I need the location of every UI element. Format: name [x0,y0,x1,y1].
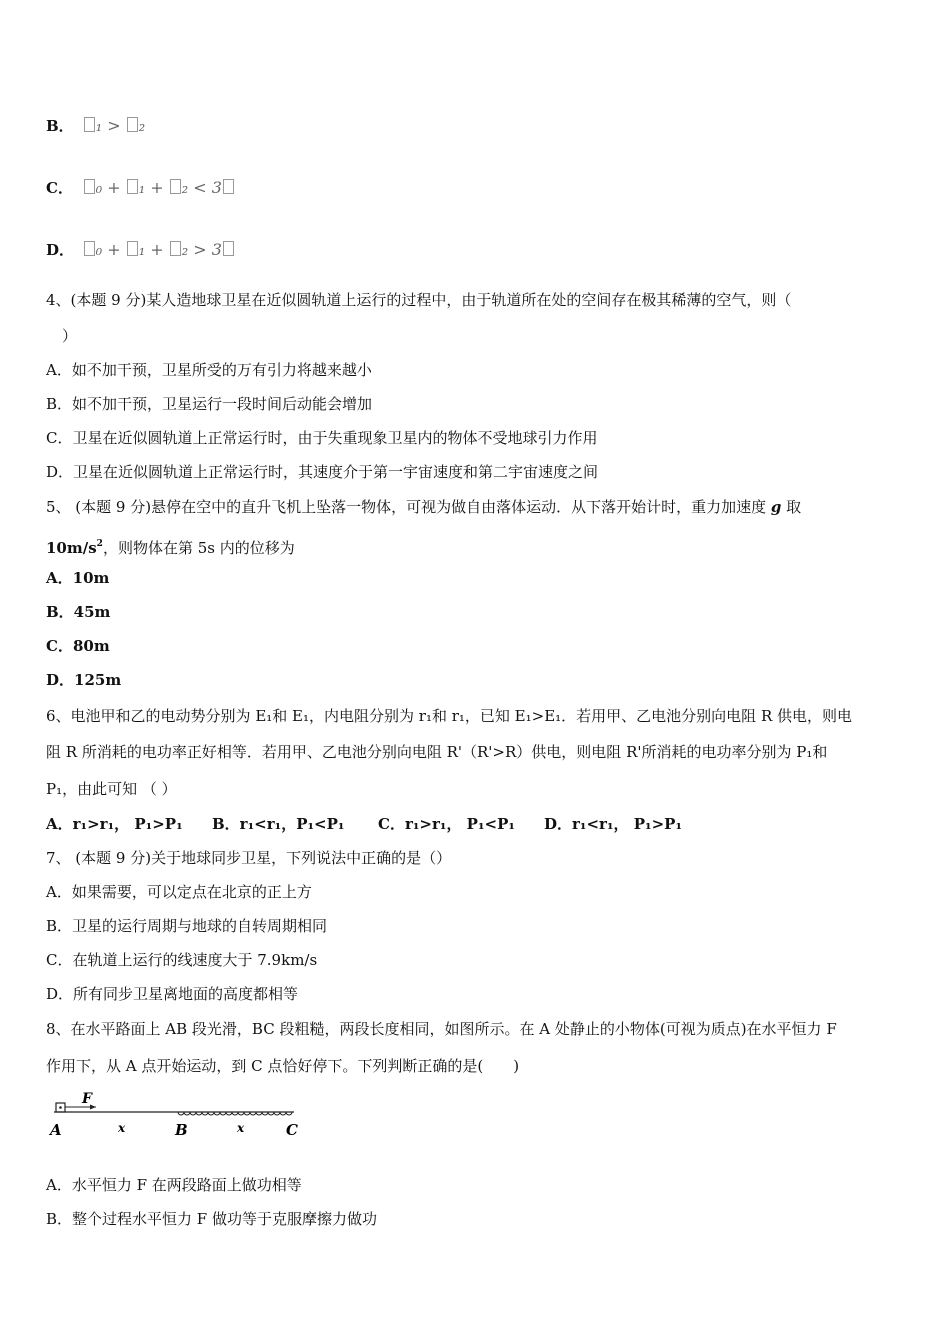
q5-stem-line2-text: ，则物体在第 5s 内的位移为 [102,539,295,557]
formula-part: ₀ + [95,240,126,259]
q6-stem-line2: 阻 R 所消耗的电功率正好相等．若用甲、乙电池分别向电阻 R'（R'>R）供电，则电阻 R'所消耗的电功率分别为 P₁和 [46,743,828,761]
formula [83,116,145,135]
option-label: C． [46,179,73,197]
segment-ab-label: x [118,1121,126,1135]
q7-stem: 7、 (本题 9 分)关于地球同步卫星，下列说法中正确的是（） [46,849,452,867]
prev-option-d [46,240,235,260]
q8-stem-line1: 8、在水平路面上 AB 段光滑，BC 段粗糙，两段长度相同，如图所示。在 A 处静止的小物体(可视为质点)在水平恒力 F [46,1020,837,1038]
q8-option-b: B．整个过程水平恒力 F 做功等于克服摩擦力做功 [46,1210,377,1228]
q6-option-c: C．r₁>r₁， P₁<P₁ [378,815,515,833]
q5-option-a: A．10m [46,569,110,587]
formula [83,178,235,197]
q4-option-a: A．如不加干预，卫星所受的万有引力将越来越小 [46,361,372,379]
point-a-label: A [50,1121,62,1139]
option-label: B． [46,117,74,135]
option-label: D． [46,241,75,259]
q5-stem [46,497,801,517]
q6-option-d: D．r₁<r₁， P₁>P₁ [544,815,683,833]
q4-stem-end: ） [62,327,78,345]
q5-g-symbol: g [770,498,782,516]
formula-part: ₁ > [95,116,126,135]
q6-options [46,814,682,834]
q8-stem-line2: 作用下，从 A 点开始运动，到 C 点恰好停下。下列判断正确的是( ) [46,1057,520,1075]
formula-part: ₀ + [95,178,126,197]
point-b-label: B [175,1121,188,1139]
prev-option-b [46,116,145,136]
q7-option-b: B．卫星的运行周期与地球的自转周期相同 [46,917,328,935]
q6-option-a: A．r₁>r₁， P₁>P₁ [46,815,183,833]
q5-stem-line2 [46,534,295,558]
formula-part: ₂ < 3 [181,178,222,197]
q4-option-b: B．如不加干预，卫星运行一段时间后动能会增加 [46,395,373,413]
q4-stem: 4、(本题 9 分)某人造地球卫星在近似圆轨道上运行的过程中，由于轨道所在处的空间存在极其稀薄的空气，则（ [46,291,792,309]
q4-option-c: C．卫星在近似圆轨道上正常运行时，由于失重现象卫星内的物体不受地球引力作用 [46,429,598,447]
q5-option-c: C．80m [46,637,110,655]
q5-option-b: B．45m [46,603,111,621]
block-dot [59,1106,62,1109]
q8-option-a: A．水平恒力 F 在两段路面上做功相等 [46,1176,302,1194]
q5-unit: 10m/s [46,539,97,557]
formula-part: ₂ [138,116,146,135]
q6-stem-line3: P₁，由此可知 （ ） [46,780,177,798]
formula-part: ₁ + [138,240,169,259]
q6-option-b: B．r₁<r₁，P₁<P₁ [212,815,345,833]
prev-option-c [46,178,235,198]
q5-unit-sup: 2 [96,539,103,549]
formula [83,240,235,259]
q7-option-d: D．所有同步卫星离地面的高度都相等 [46,985,299,1003]
q4-option-d: D．卫星在近似圆轨道上正常运行时，其速度介于第一宇宙速度和第二宇宙速度之间 [46,463,599,481]
q6-stem-line1: 6、电池甲和乙的电动势分别为 E₁和 E₁，内电阻分别为 r₁和 r₁，已知 E₁>E₁．若用甲、乙电池分别向电阻 R 供电，则电 [46,707,853,725]
point-c-label: C [286,1121,298,1139]
q7-option-c: C．在轨道上运行的线速度大于 7.9km/s [46,951,318,969]
q8-figure [46,1088,306,1140]
segment-bc-label: x [237,1121,245,1135]
q5-stem-text: 5、 (本题 9 分)悬停在空中的直升飞机上坠落一物体，可视为做自由落体运动．从下落开始计时，重力加速度 [46,498,771,516]
formula-part: ₁ + [138,178,169,197]
force-label: F [82,1091,92,1107]
q7-option-a: A．如果需要，可以定点在北京的正上方 [46,883,312,901]
q5-stem-tail: 取 [781,498,802,516]
q5-option-d: D．125m [46,671,122,689]
formula-part: ₂ > 3 [181,240,222,259]
